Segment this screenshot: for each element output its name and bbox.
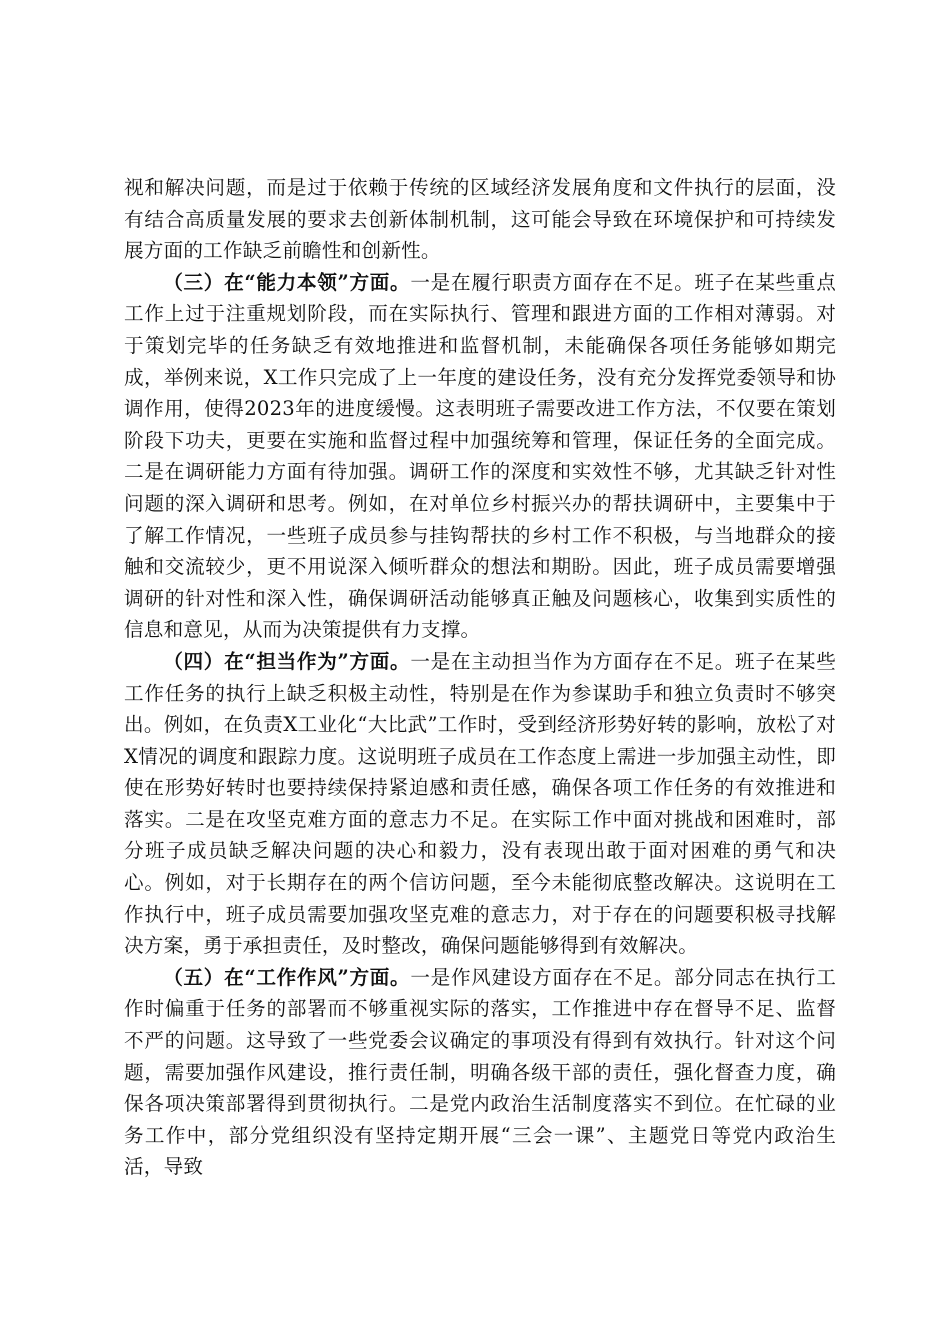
- paragraph-text: 一是作风建设方面存在不足。部分同志在执行工作时偏重于任务的部署而不够重视实际的落实，工作推进中存在督导不足、监督不严的问题。这导致了一些党委会议确定的事项没有得到有效执行。针对这个问题，需要加强作风建设，推行责任制，明确各级干部的责任，强化督查力度，确保各项决策部署得到贯彻执行。二是党内政治生活制度落实不到位。在忙碌的业务工作中，部分党组织没有坚持定期开展“三会一课”、主题党日等党内政治生活，导致: [124, 965, 837, 1179]
- paragraph-text: 一是在履行职责方面存在不足。班子在某些重点工作上过于注重规划阶段，而在实际执行、管理和跟进方面的工作相对薄弱。对于策划完毕的任务缺乏有效地推进和监督机制，未能确保各项任务能够如期完成，举例来说，X工作只完成了上一年度的建设任务，没有充分发挥党委领导和协调作用，使得2023年的进度缓慢。这表明班子需要改进工作方法，不仅要在策划阶段下功夫，更要在实施和监督过程中加强统筹和管理，保证任务的全面完成。二是在调研能力方面有待加强。调研工作的深度和实效性不够，尤其缺乏针对性问题的深入调研和思考。例如，在对单位乡村振兴办的帮扶调研中，主要集中于了解工作情况，一些班子成员参与挂钩帮扶的乡村工作不积极，与当地群众的接触和交流较少，更不用说深入倾听群众的想法和期盼。因此，班子成员需要增强调研的针对性和深入性，确保调研活动能够真正触及问题核心，收集到实质性的信息和意见，从而为决策提供有力支撑。: [124, 270, 837, 642]
- paragraph-responsibility: [124, 646, 836, 962]
- paragraph-text: 视和解决问题，而是过于依赖于传统的区域经济发展角度和文件执行的层面，没有结合高质量发展的要求去创新体制机制，这可能会导致在环境保护和可持续发展方面的工作缺乏前瞻性和创新性。: [124, 176, 836, 263]
- section-heading-work-style: （五）在“工作作风”方面。: [163, 965, 411, 989]
- paragraph-text: 一是在主动担当作为方面存在不足。班子在某些工作任务的执行上缺乏积极主动性，特别是在作为参谋助手和独立负责时不够突出。例如，在负责X工业化“大比武”工作时，受到经济形势好转的影响，放松了对X情况的调度和跟踪力度。这说明班子成员在工作态度上需进一步加强主动性，即使在形势好转时也要持续保持紧迫感和责任感，确保各项工作任务的有效推进和落实。二是在攻坚克难方面的意志力不足。在实际工作中面对挑战和困难时，部分班子成员缺乏解决问题的决心和毅力，没有表现出敢于面对困难的勇气和决心。例如，对于长期存在的两个信访问题，至今未能彻底整改解决。这说明在工作执行中，班子成员需要加强攻坚克难的意志力，对于存在的问题要积极寻找解决方案，勇于承担责任，及时整改，确保问题能够得到有效解决。: [124, 649, 837, 958]
- paragraph-work-style: [124, 962, 836, 1183]
- paragraph-continuation: [124, 172, 836, 267]
- section-heading-responsibility: （四）在“担当作为”方面。: [163, 649, 411, 673]
- section-heading-ability: （三）在“能力本领”方面。: [163, 270, 411, 294]
- document-body: [124, 172, 836, 1183]
- paragraph-ability: [124, 267, 836, 646]
